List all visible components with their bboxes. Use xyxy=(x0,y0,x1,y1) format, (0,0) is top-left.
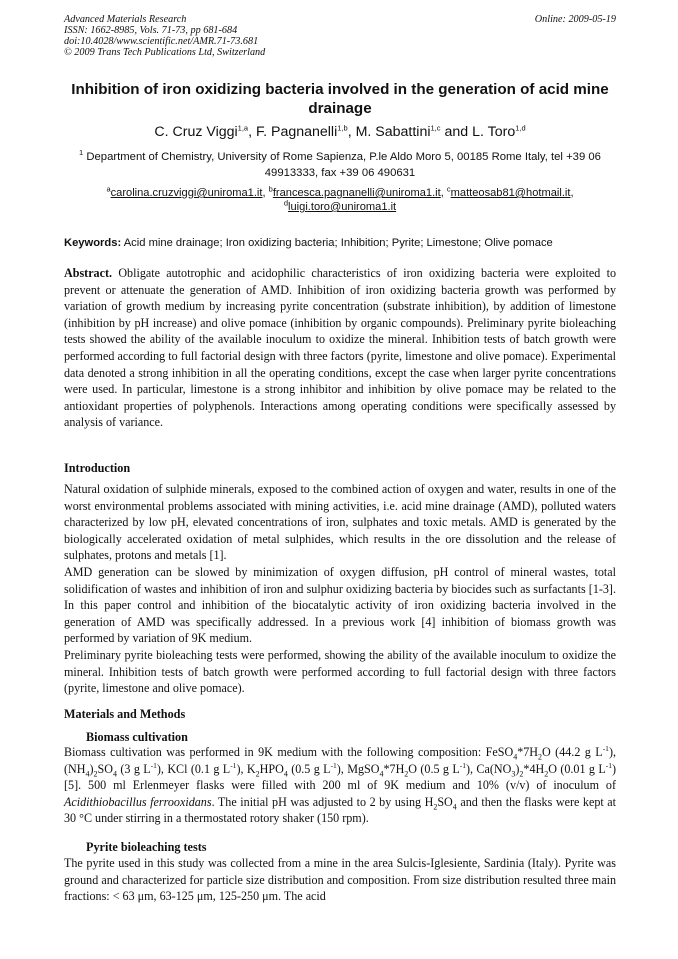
abstract-text: Obligate autotrophic and acidophilic characteristics of iron oxidizing bacteria were exploited to prevent or attenuate the generation of AMD. Inhibition of iron oxidizing bacteria growth was performed by variation of growth medium by increasing pyrite concentration (substrate inhibition), by addition of limestone (inhibition by pH increase) and olive pomace (inhibition by organic compounds). Preliminary pyrite bioleaching tests showed the ability of the available inoculum to oxidize the mineral. Inhibition tests of batch growth were performed according to full factorial design with three factors (pyrite, limestone and olive pomace). Experimental data denoted a strong inhibition in all the operating conditions, except the case when larger pyrite concentrations were used. In particular, limestone is a strong inhibitor and inhibition by olive pomace may be related to the antioxidant properties of polyphenols. Interactions among operating conditions were specifically assessed by analysis of variance. xyxy=(64,266,616,430)
author-name: C. Cruz Viggi xyxy=(154,124,238,140)
issn-line: ISSN: 1662-8985, Vols. 71-73, pp 681-684 xyxy=(64,25,238,36)
biomass-paragraph: Biomass cultivation was performed in 9K medium with the following composition: $FeSO_4*7H_2O$ (44.2 g $L^{-1}$), $(NH_4)_2SO_4$ (3 g $L^{-1}$), KCl (0.1 g $L^{-1}$), $K_2HPO_4$ (0.5 g $L^{-1}$), $MgSO_4*7H_2O$ (0.5 g $L^{-1}$), $Ca(NO_3)_2*4H_2O$ (0.01 g $L^{-1}$) [5]. 500 ml Erlenmeyer flasks were filled with 200 ml of 9K medium and 10% (v/v) of inoculum of Acidithiobacillus ferrooxidans. The initial pH was adjusted to 2 by using $H_2SO_4$ and then the flasks were kept at 30 °C under stirring in a thermostated rotory shaker (150 rpm). xyxy=(64,743,617,826)
email-sup: c xyxy=(446,184,451,194)
author-name: L. Toro xyxy=(472,124,516,140)
keywords-text: Acid mine drainage; Iron oxidizing bacteria; Inhibition; Pyrite; Limestone; Olive pomace xyxy=(123,237,553,249)
introduction-body xyxy=(64,481,616,697)
paper-title: Inhibition of iron oxidizing bacteria involved in the generation of acid mine drainage xyxy=(71,81,609,117)
pyrite-paragraph: The pyrite used in this study was collected from a mine in the area Sulcis-Iglesiente, Sardinia (Italy). Pyrite was ground and characterized for particle size distribution and composition. From size distribution resulted three main fractions: < 63 μm, 63-125 μm, 125-250 μm. The acid xyxy=(64,856,616,904)
email-sup: b xyxy=(268,184,273,194)
keywords-label: Keywords: xyxy=(64,237,122,249)
author-sup: 1,a xyxy=(237,123,249,133)
email-link[interactable]: matteosab81@hotmail.it xyxy=(450,187,571,199)
methods-heading: Materials and Methods xyxy=(64,707,186,721)
author-and: and xyxy=(444,124,469,140)
author-list: C. Cruz Viggi$^{1,a}$, F. Pagnanelli$^{1,b}$, M. Sabattini$^{1,c}$ and L. Toro$^{1,d}$ xyxy=(154,123,526,140)
online-date: Online: 2009-05-19 xyxy=(534,14,616,25)
paragraph: AMD generation can be slowed by minimization of oxygen diffusion, pH control of mineral wastes, total solidification of wastes and inhibition of iron and sulphur oxidizing bacteria by biocides such as surfactants [1-3]. In this paper control and inhibition of the biocatalytic activity of iron oxidizing bacteria involved in the generation of AMD was specifically addressed. In a previous work [4] inhibition of biomass growth was performed by variation of 9K medium. xyxy=(64,564,616,646)
subheading-pyrite: Pyrite bioleaching tests xyxy=(86,840,207,854)
journal-name: Advanced Materials Research xyxy=(64,14,187,25)
email-link[interactable]: luigi.toro@uniroma1.it xyxy=(288,201,397,213)
affiliation xyxy=(64,150,616,181)
email-sup: d xyxy=(283,198,289,208)
email-link[interactable]: carolina.cruzviggi@uniroma1.it xyxy=(110,187,263,199)
paragraph: Preliminary pyrite bioleaching tests were performed, showing the ability of the available inoculum to oxidize the mineral. Inhibition tests of batch growth were performed according to full factorial design with three factors (pyrite, limestone and olive pomace). xyxy=(64,647,616,696)
copyright-line: © 2009 Trans Tech Publications Ltd, Switzerland xyxy=(64,47,266,58)
author-sup: 1,d xyxy=(515,123,526,133)
email-list: $^a$carolina.cruzviggi@uniroma1.it, $^b$francesca.pagnanelli@uniroma1.it, $^c$matteosab81@hotmail.it, $^d$luigi.toro@uniroma1.it xyxy=(106,184,574,213)
keywords xyxy=(64,236,616,250)
introduction-heading: Introduction xyxy=(64,461,131,475)
author-name: F. Pagnanelli xyxy=(256,124,338,140)
abstract xyxy=(64,265,616,431)
affiliation-sup: 1 xyxy=(79,148,84,158)
author-sup: 1,c xyxy=(430,123,441,133)
email-sup: a xyxy=(106,184,111,194)
email-link[interactable]: francesca.pagnanelli@uniroma1.it xyxy=(272,187,441,199)
author-name: M. Sabattini xyxy=(355,124,431,140)
abstract-label: Abstract. xyxy=(64,266,113,280)
journal-header xyxy=(64,14,616,58)
paragraph: Natural oxidation of sulphide minerals, exposed to the combined action of oxygen and water, results in one of the worst environmental problems associated with mining activities, i.e. acid mine drainage (AMD), polluted waters characterized by low pH, elevated concentrations of iron, sulphates and toxic metals. AMD is generated by the biologically accelerated oxidation of metal sulphides, which results in the ore dissolution and the release of sulphates, protons and metals [1]. xyxy=(64,482,616,563)
species-name: Acidithiobacillus ferrooxidans xyxy=(64,794,212,809)
author-sup: 1,b xyxy=(337,123,348,133)
subheading-biomass: Biomass cultivation xyxy=(86,730,188,744)
affiliation-text: Department of Chemistry, University of Rome Sapienza, P.le Aldo Moro 5, 00185 Rome Italy, tel +39 06 49913333, fax +39 06 490631 xyxy=(86,151,601,179)
doi-line: doi:10.4028/www.scientific.net/AMR.71-73.681 xyxy=(64,36,259,47)
